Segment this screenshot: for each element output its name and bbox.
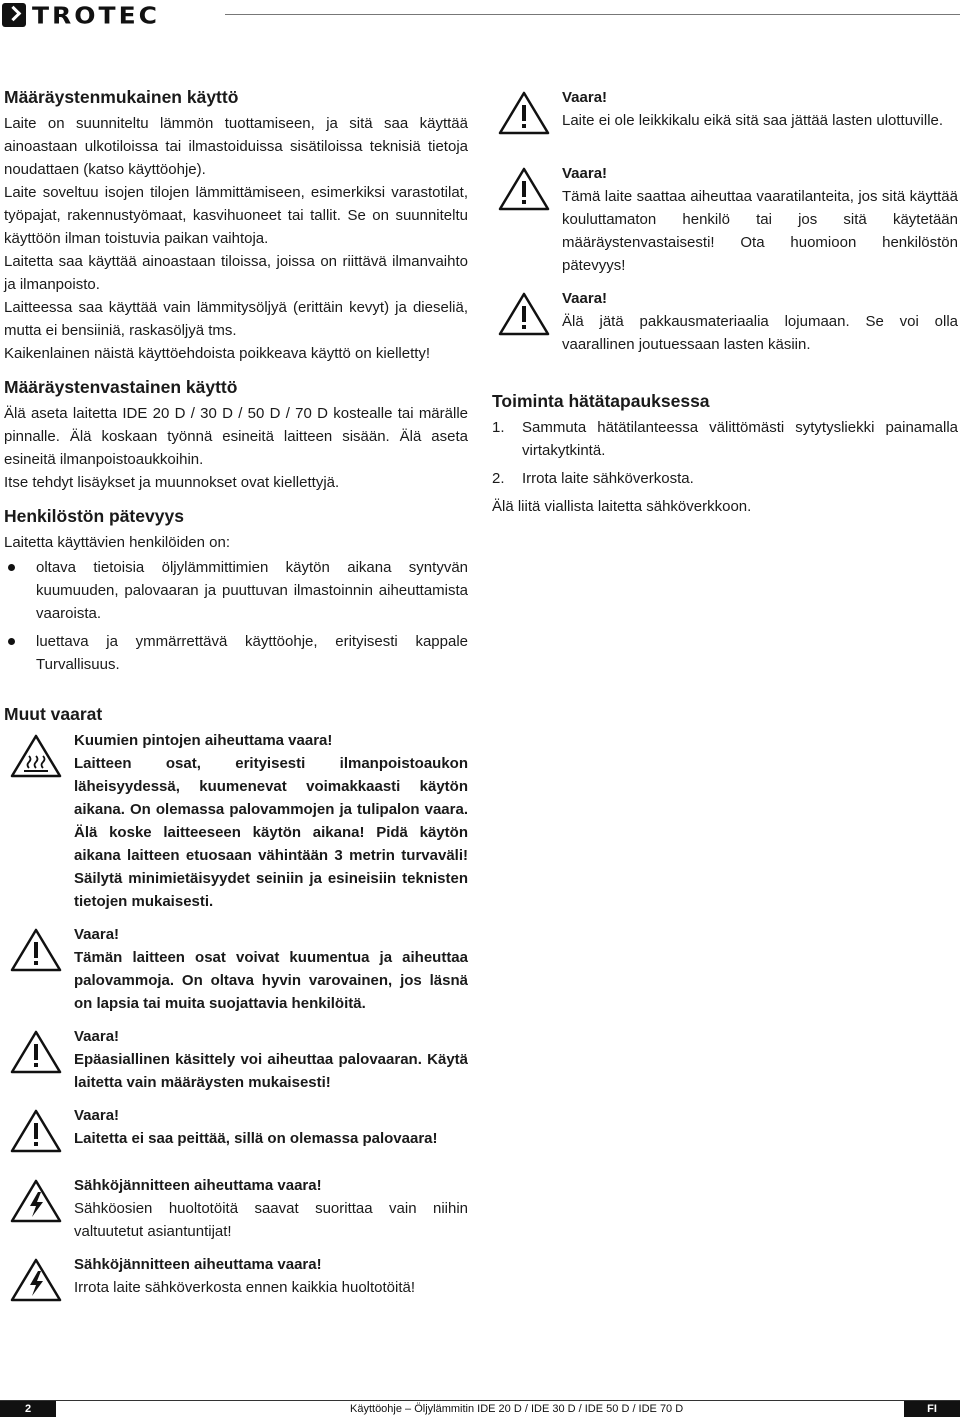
hazard-text: Sähköosien huoltotöitä saavat suorittaa vain niihin valtuutetut asiantuntijat! [74,1200,468,1240]
section-personnel-qualification [4,505,468,676]
paragraph: Laitetta saa käyttää ainoastaan tiloissa, joissa on riittävä ilmanvaihto ja ilmanpoisto. [4,253,468,293]
page-header [0,0,960,30]
paragraph: Itse tehdyt lisäykset ja muunnokset ovat kiellettyjä. [4,474,340,491]
section-title: Määräystenmukainen käyttö [4,87,239,107]
hazard-text: Epäasiallinen käsittely voi aiheuttaa palovaaran. Käytä laitetta vain määräysten mukaisesti! [74,1051,468,1091]
right-column [492,86,958,518]
section-title: Henkilöstön pätevyys [4,506,184,526]
header-rule [225,14,960,15]
hazard-text: Tämän laitteen osat voivat kuumentua ja aiheuttaa palovammoja. On oltava hyvin varovainen, jos läsnä on lapsia tai muita suojattavia henkilöitä. [74,949,468,1012]
paragraph: Laitteessa saa käyttää vain lämmitysöljyä (erittäin kevyt) ja dieseliä, mutta ei bensiiniä, raskasöljyä tms. [4,299,468,339]
paragraph: Älä liitä viallista laitetta sähköverkkoon. [492,498,752,515]
bullet-icon [8,638,15,645]
left-column [4,86,468,1323]
paragraph: Älä aseta laitetta IDE 20 D / 30 D / 50 D / 70 D kostealle tai märälle pinnalle. Älä koskaan työnnä esineitä laitteen sisään. Älä aseta esineitä ilmanpoistoaukkoihin. [4,405,468,468]
section-title: Toiminta hätätapauksessa [492,391,710,411]
hazard-title: Vaara! [74,926,120,943]
list-item: 1. Sammuta hätätilanteessa välittömästi sytytysliekki painamalla virtakytkintä. [492,419,958,459]
hazard-title: Vaara! [74,1107,120,1124]
step-list [492,416,958,490]
electric-shock-icon [10,1178,62,1224]
hazard-electric [4,1253,468,1313]
hazard-warning [492,162,958,277]
hazard-warning [4,923,468,1015]
logo-text: TROTEC [32,1,161,29]
page-footer [0,1400,960,1418]
hazard-title: Sähköjännitteen aiheuttama vaara! [74,1177,322,1194]
logo-arrow-icon [2,3,26,27]
section-improper-use [4,376,468,494]
section-title: Määräystenvastainen käyttö [4,377,238,397]
hazard-title: Vaara! [562,89,608,106]
list-item: oltava tietoisia öljylämmittimien käytön aikana syntyvän kuumuuden, palovaaran ja puuttuvan ilmastoinnin aiheuttamista vaaroista. [4,556,468,625]
hazard-text: Älä jätä pakkausmateriaalia lojumaan. Se voi olla vaarallinen joutuessaan lasten käsiin. [562,313,958,353]
section-title: Muut vaarat [4,704,103,724]
warning-icon [498,90,550,136]
hazard-text: Irrota laite sähköverkosta ennen kaikkia huoltotöitä! [74,1279,416,1296]
warning-icon [498,166,550,212]
hazard-title: Sähköjännitteen aiheuttama vaara! [74,1256,322,1273]
hazard-warning [4,1025,468,1094]
trotec-logo [2,2,160,28]
list-item: luettava ja ymmärrettävä käyttöohje, erityisesti kappale Turvallisuus. [4,630,468,676]
hazard-warning [492,287,958,356]
electric-shock-icon [10,1257,62,1303]
hazard-text: Laitetta ei saa peittää, sillä on olemassa palovaara! [74,1130,438,1147]
bullet-list [4,556,468,676]
hazard-text: Laitteen osat, erityisesti ilmanpoistoaukon läheisyydessä, kuumenevat voimakkaasti käytön aikana. On olemassa palovammojen ja tulipalon vaara. Älä koske laitteeseen käytön aikana! Pidä käytön aikana laitteen etuosaan vähintään 3 metrin turvaväli! Säilytä minimietäisyydet seiniin ja esineisiin teknisten tietojen mukaisesti. [74,755,468,910]
list-item: 2. Irrota laite sähköverkosta. [492,470,694,487]
hazard-warning [4,1104,468,1164]
warning-icon [498,291,550,337]
paragraph: Kaikenlainen näistä käyttöehdoista poikkeava käyttö on kielletty! [4,345,431,362]
hazard-warning [492,86,958,152]
hazard-text: Laite ei ole leikkikalu eikä sitä saa jättää lasten ulottuville. [562,112,944,129]
bullet-icon [8,564,15,571]
hazard-title: Vaara! [74,1028,120,1045]
hazard-electric [4,1174,468,1243]
paragraph: Laite soveltuu isojen tilojen lämmittämiseen, esimerkiksi varastotilat, työpajat, rakennustyömaat, kasvihuoneet tai tallit. Se on suunniteltu käyttöön ilman toistuvia paikan vaihtoja. [4,184,468,247]
section-emergency [492,390,958,518]
hot-surface-icon [10,733,62,779]
warning-icon [10,1029,62,1075]
section-intended-use [4,86,468,365]
paragraph: Laite on suunniteltu lämmön tuottamiseen, ja sitä saa käyttää ainoastaan ulkotiloissa tai ilmastoiduissa sisätiloissa teknisiä tietoja noudattaen (katso käyttöohje). [4,115,468,178]
footer-title: Käyttöohje – Öljylämmitin IDE 20 D / IDE 30 D / IDE 50 D / IDE 70 D [350,1403,684,1415]
hazard-text: Tämä laite saattaa aiheuttaa vaaratilanteita, jos sitä käyttää kouluttamaton henkilö tai jos sitä käytetään määräystenvastaisesti! Ota huomioon henkilöstön pätevyys! [562,188,958,274]
hazard-hot-surface [4,729,468,913]
language-code: FI [904,1401,960,1417]
section-other-hazards [4,703,468,1313]
warning-icon [10,927,62,973]
hazard-title: Kuumien pintojen aiheuttama vaara! [74,732,333,749]
page-number: 2 [0,1401,56,1417]
hazard-title: Vaara! [562,165,608,182]
hazard-title: Vaara! [562,290,608,307]
paragraph: Laitetta käyttävien henkilöiden on: [4,534,230,551]
warning-icon [10,1108,62,1154]
